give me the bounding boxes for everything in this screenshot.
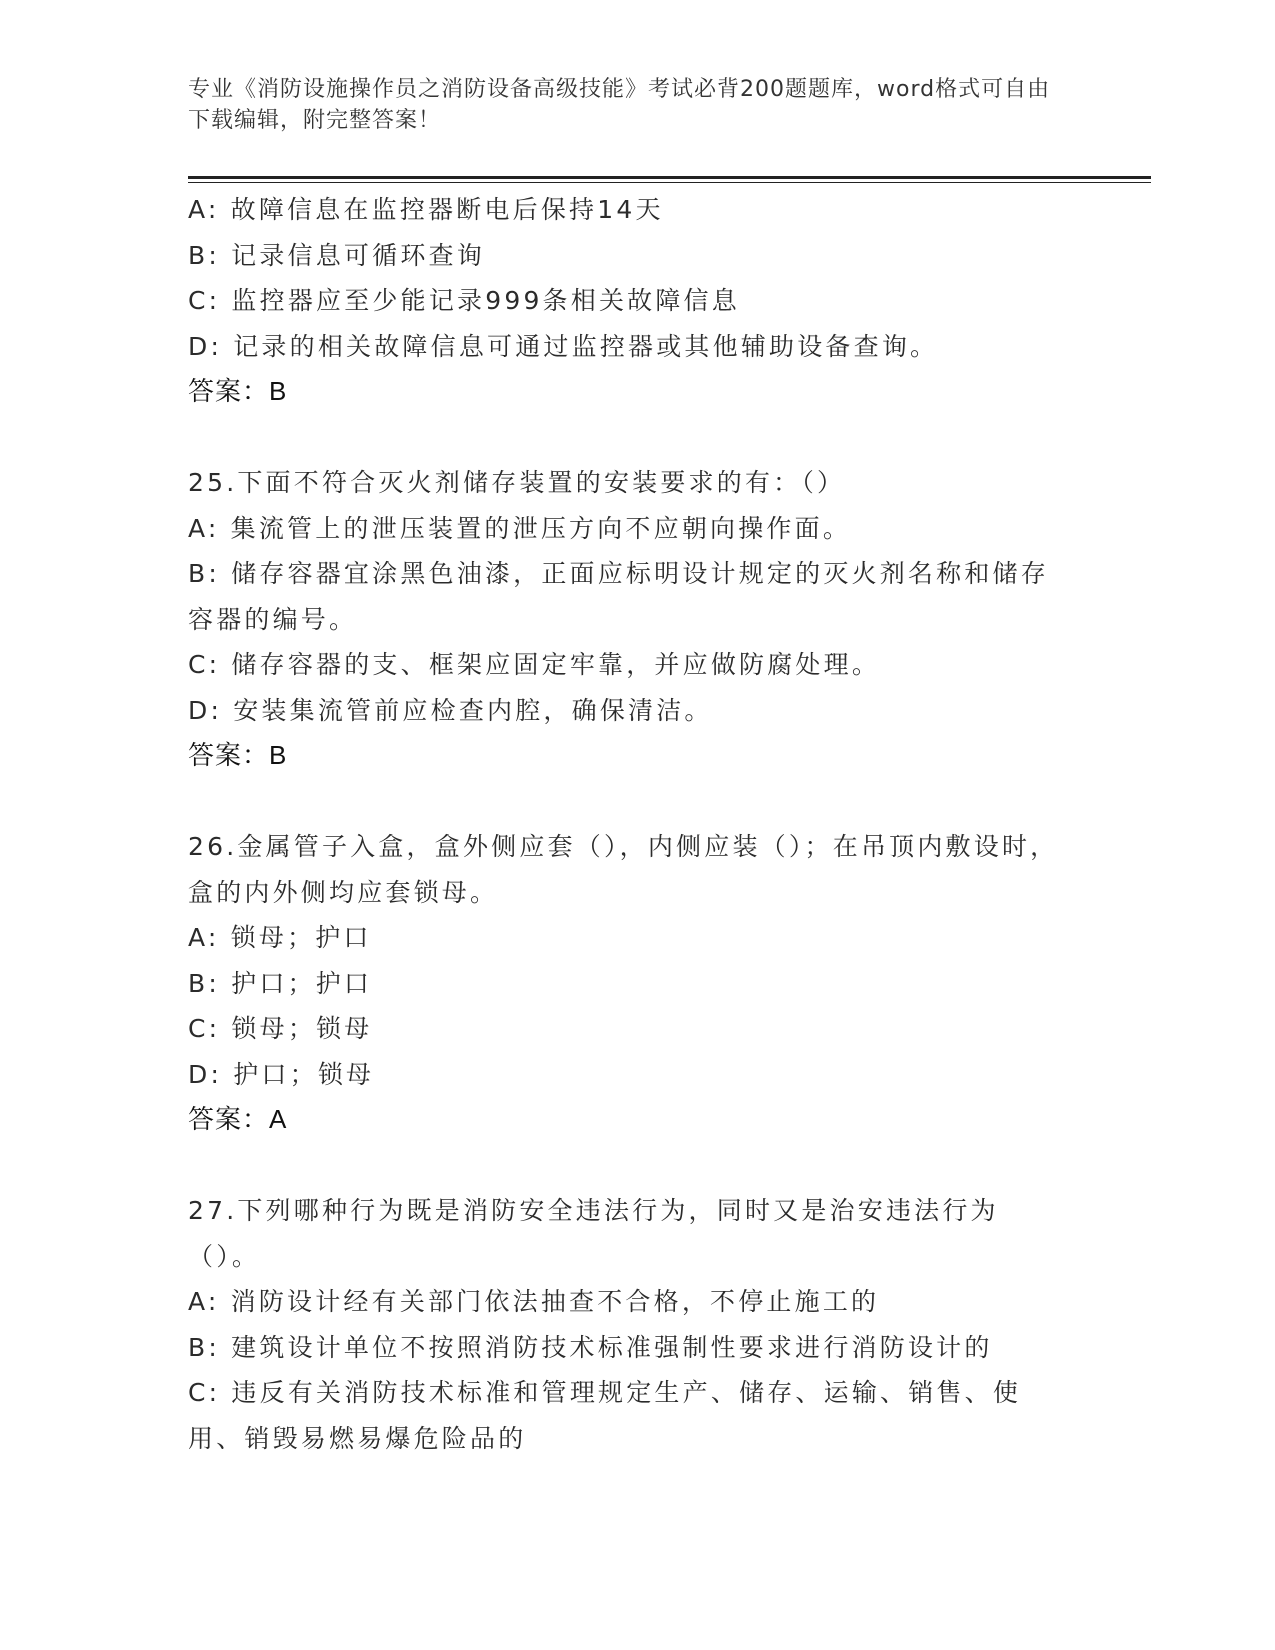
- option-d: D: 安装集流管前应检查内腔，确保清洁。: [188, 695, 713, 725]
- option-c: C: 储存容器的支、框架应固定牢靠，并应做防腐处理。: [188, 650, 881, 679]
- question-block-26: [188, 824, 1068, 1143]
- question-list: [188, 187, 1068, 1461]
- question-block-25: [188, 460, 1068, 779]
- option-a: A: 集流管上的泄压装置的泄压方向不应朝向操作面。: [188, 513, 852, 543]
- header-rule-thin: [188, 182, 1151, 183]
- option-b: B: 记录信息可循环查询: [188, 240, 485, 270]
- answer: 答案：A: [188, 1104, 288, 1134]
- option-a: A: 锁母；护口: [188, 923, 372, 952]
- answer: 答案：B: [188, 376, 288, 406]
- question-text: 26.金属管子入盒，盒外侧应套（），内侧应装（）；在吊顶内敷设时，盒的内外侧均应套锁母。: [188, 832, 1059, 907]
- spacer: [188, 779, 1068, 825]
- question-text: 27.下列哪种行为既是消防安全违法行为，同时又是治安违法行为（）。: [188, 1196, 999, 1271]
- question-block-24: [188, 187, 1068, 415]
- option-b: B: 储存容器宜涂黑色油漆，正面应标明设计规定的灭火剂名称和储存容器的编号。: [188, 559, 1049, 634]
- spacer: [188, 1143, 1068, 1189]
- spacer: [188, 415, 1068, 461]
- question-block-27: [188, 1188, 1068, 1461]
- option-a: A: 消防设计经有关部门依法抽查不合格，不停止施工的: [188, 1287, 880, 1316]
- option-c: C: 监控器应至少能记录999条相关故障信息: [188, 286, 740, 315]
- question-text: 25.下面不符合灭火剂储存装置的安装要求的有：（）: [188, 468, 846, 497]
- option-b: B: 建筑设计单位不按照消防技术标准强制性要求进行消防设计的: [188, 1332, 993, 1362]
- header-rule-thick: [188, 176, 1151, 179]
- option-a: A: 故障信息在监控器断电后保持14天: [188, 195, 664, 224]
- answer: 答案：B: [188, 740, 288, 770]
- document-intro: 专业《消防设施操作员之消防设备高级技能》考试必背200题题库，word格式可自由下载编辑，附完整答案！: [188, 77, 1051, 133]
- option-c: C: 锁母；锁母: [188, 1014, 373, 1043]
- option-d: D: 护口；锁母: [188, 1059, 375, 1089]
- option-d: D: 记录的相关故障信息可通过监控器或其他辅助设备查询。: [188, 331, 939, 361]
- option-c: C: 违反有关消防技术标准和管理规定生产、储存、运输、销售、使用、销毁易燃易爆危险品的: [188, 1378, 1022, 1453]
- option-b: B: 护口；护口: [188, 968, 373, 998]
